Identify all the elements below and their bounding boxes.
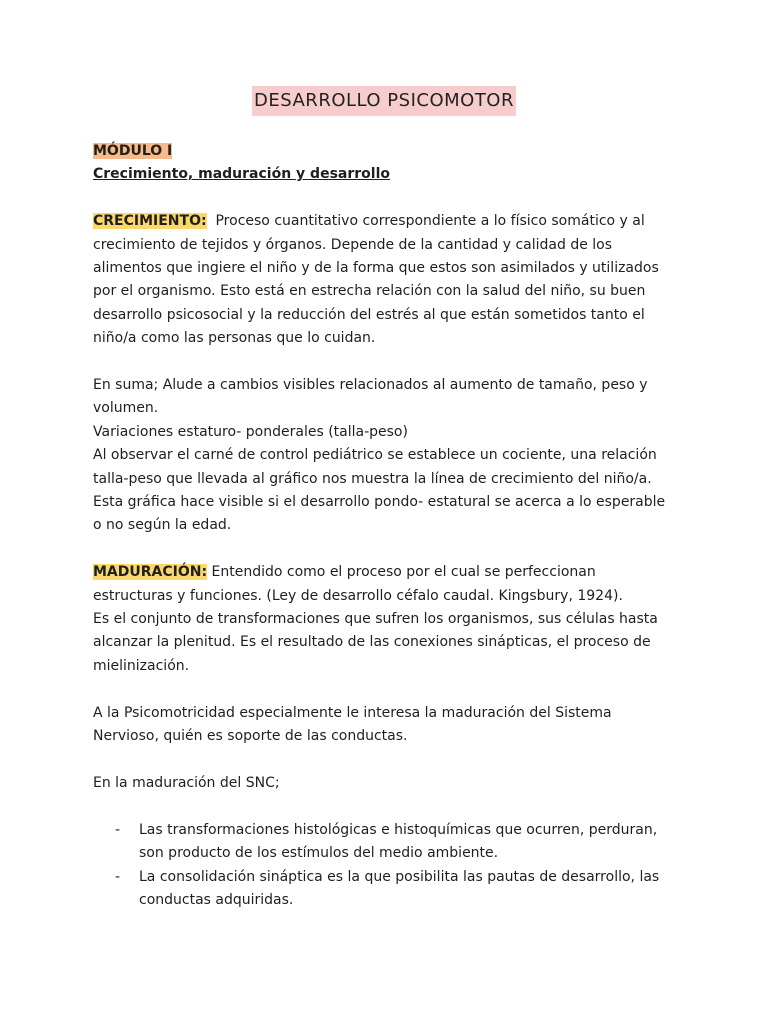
- resumen-paragraph-2: Variaciones estaturo- ponderales (talla-peso): [93, 423, 408, 440]
- spacer: [93, 538, 673, 561]
- list-item: [93, 819, 673, 866]
- crecimiento-text: Proceso cuantitativo correspondiente a lo físico somático y al crecimiento de tejidos y órganos. Depende de la cantidad y calidad de los alimentos que ingiere el niño y de la forma que estos son asimilados y utilizados por el organismo. Esto está en estrecha relación con la salud del niño, su buen desarrollo psicosocial y la reducción del estrés al que están sometidos tanto el niño/a como las personas que lo cuidan.: [93, 213, 659, 347]
- crecimiento-term: CRECIMIENTO:: [93, 213, 207, 230]
- spacer: [93, 749, 673, 772]
- bullet-dash: -: [115, 821, 121, 838]
- module-subtitle-line: [93, 163, 673, 186]
- crecimiento-paragraph: [93, 210, 673, 350]
- psicomotricidad-paragraph: A la Psicomotricidad especialmente le interesa la maduración del Sistema Nervioso, quién es soporte de las conductas.: [93, 704, 612, 745]
- resumen-paragraph-1: En suma; Alude a cambios visibles relacionados al aumento de tamaño, peso y volumen.: [93, 377, 648, 417]
- module-subtitle: Crecimiento, maduración y desarrollo: [93, 166, 390, 183]
- resumen-paragraph-3: Al observar el carné de control pediátrico se establece un cociente, una relación talla-peso que llevada al gráfico nos muestra la línea de crecimiento del niño/a. Esta gráfica hace visible si el desarrollo pondo- estatural se acerca a lo esperable o no según la edad.: [93, 447, 666, 534]
- spacer: [93, 678, 673, 701]
- snc-intro: En la maduración del SNC;: [93, 774, 280, 791]
- page-title: DESARROLLO PSICOMOTOR: [252, 86, 516, 116]
- list-item: [93, 866, 673, 913]
- bullet-list: [93, 819, 673, 913]
- module-label: MÓDULO I: [93, 143, 173, 159]
- spacer: [93, 351, 673, 374]
- bullet-dash: -: [115, 868, 121, 885]
- document-body: [93, 140, 673, 912]
- title-wrap: [0, 86, 768, 116]
- bullet-text: La consolidación sináptica es la que posibilita las pautas de desarrollo, las conductas adquiridas.: [139, 868, 660, 908]
- maduracion-text: Entendido como el proceso por el cual se perfeccionan estructuras y funciones. (Ley de desarrollo céfalo caudal. Kingsbury, 1924).: [93, 564, 623, 604]
- module-heading: [93, 140, 673, 163]
- maduracion-paragraph-2: Es el conjunto de transformaciones que sufren los organismos, sus células hasta alcanzar la plenitud. Es el resultado de las conexiones sinápticas, el proceso de mielinización.: [93, 611, 658, 674]
- bullet-text: Las transformaciones histológicas e histoquímicas que ocurren, perduran, son producto de los estímulos del medio ambiente.: [139, 821, 658, 862]
- spacer: [93, 795, 673, 818]
- maduracion-term: MADURACIÓN:: [93, 564, 208, 581]
- spacer: [93, 187, 673, 210]
- maduracion-paragraph: [93, 561, 673, 608]
